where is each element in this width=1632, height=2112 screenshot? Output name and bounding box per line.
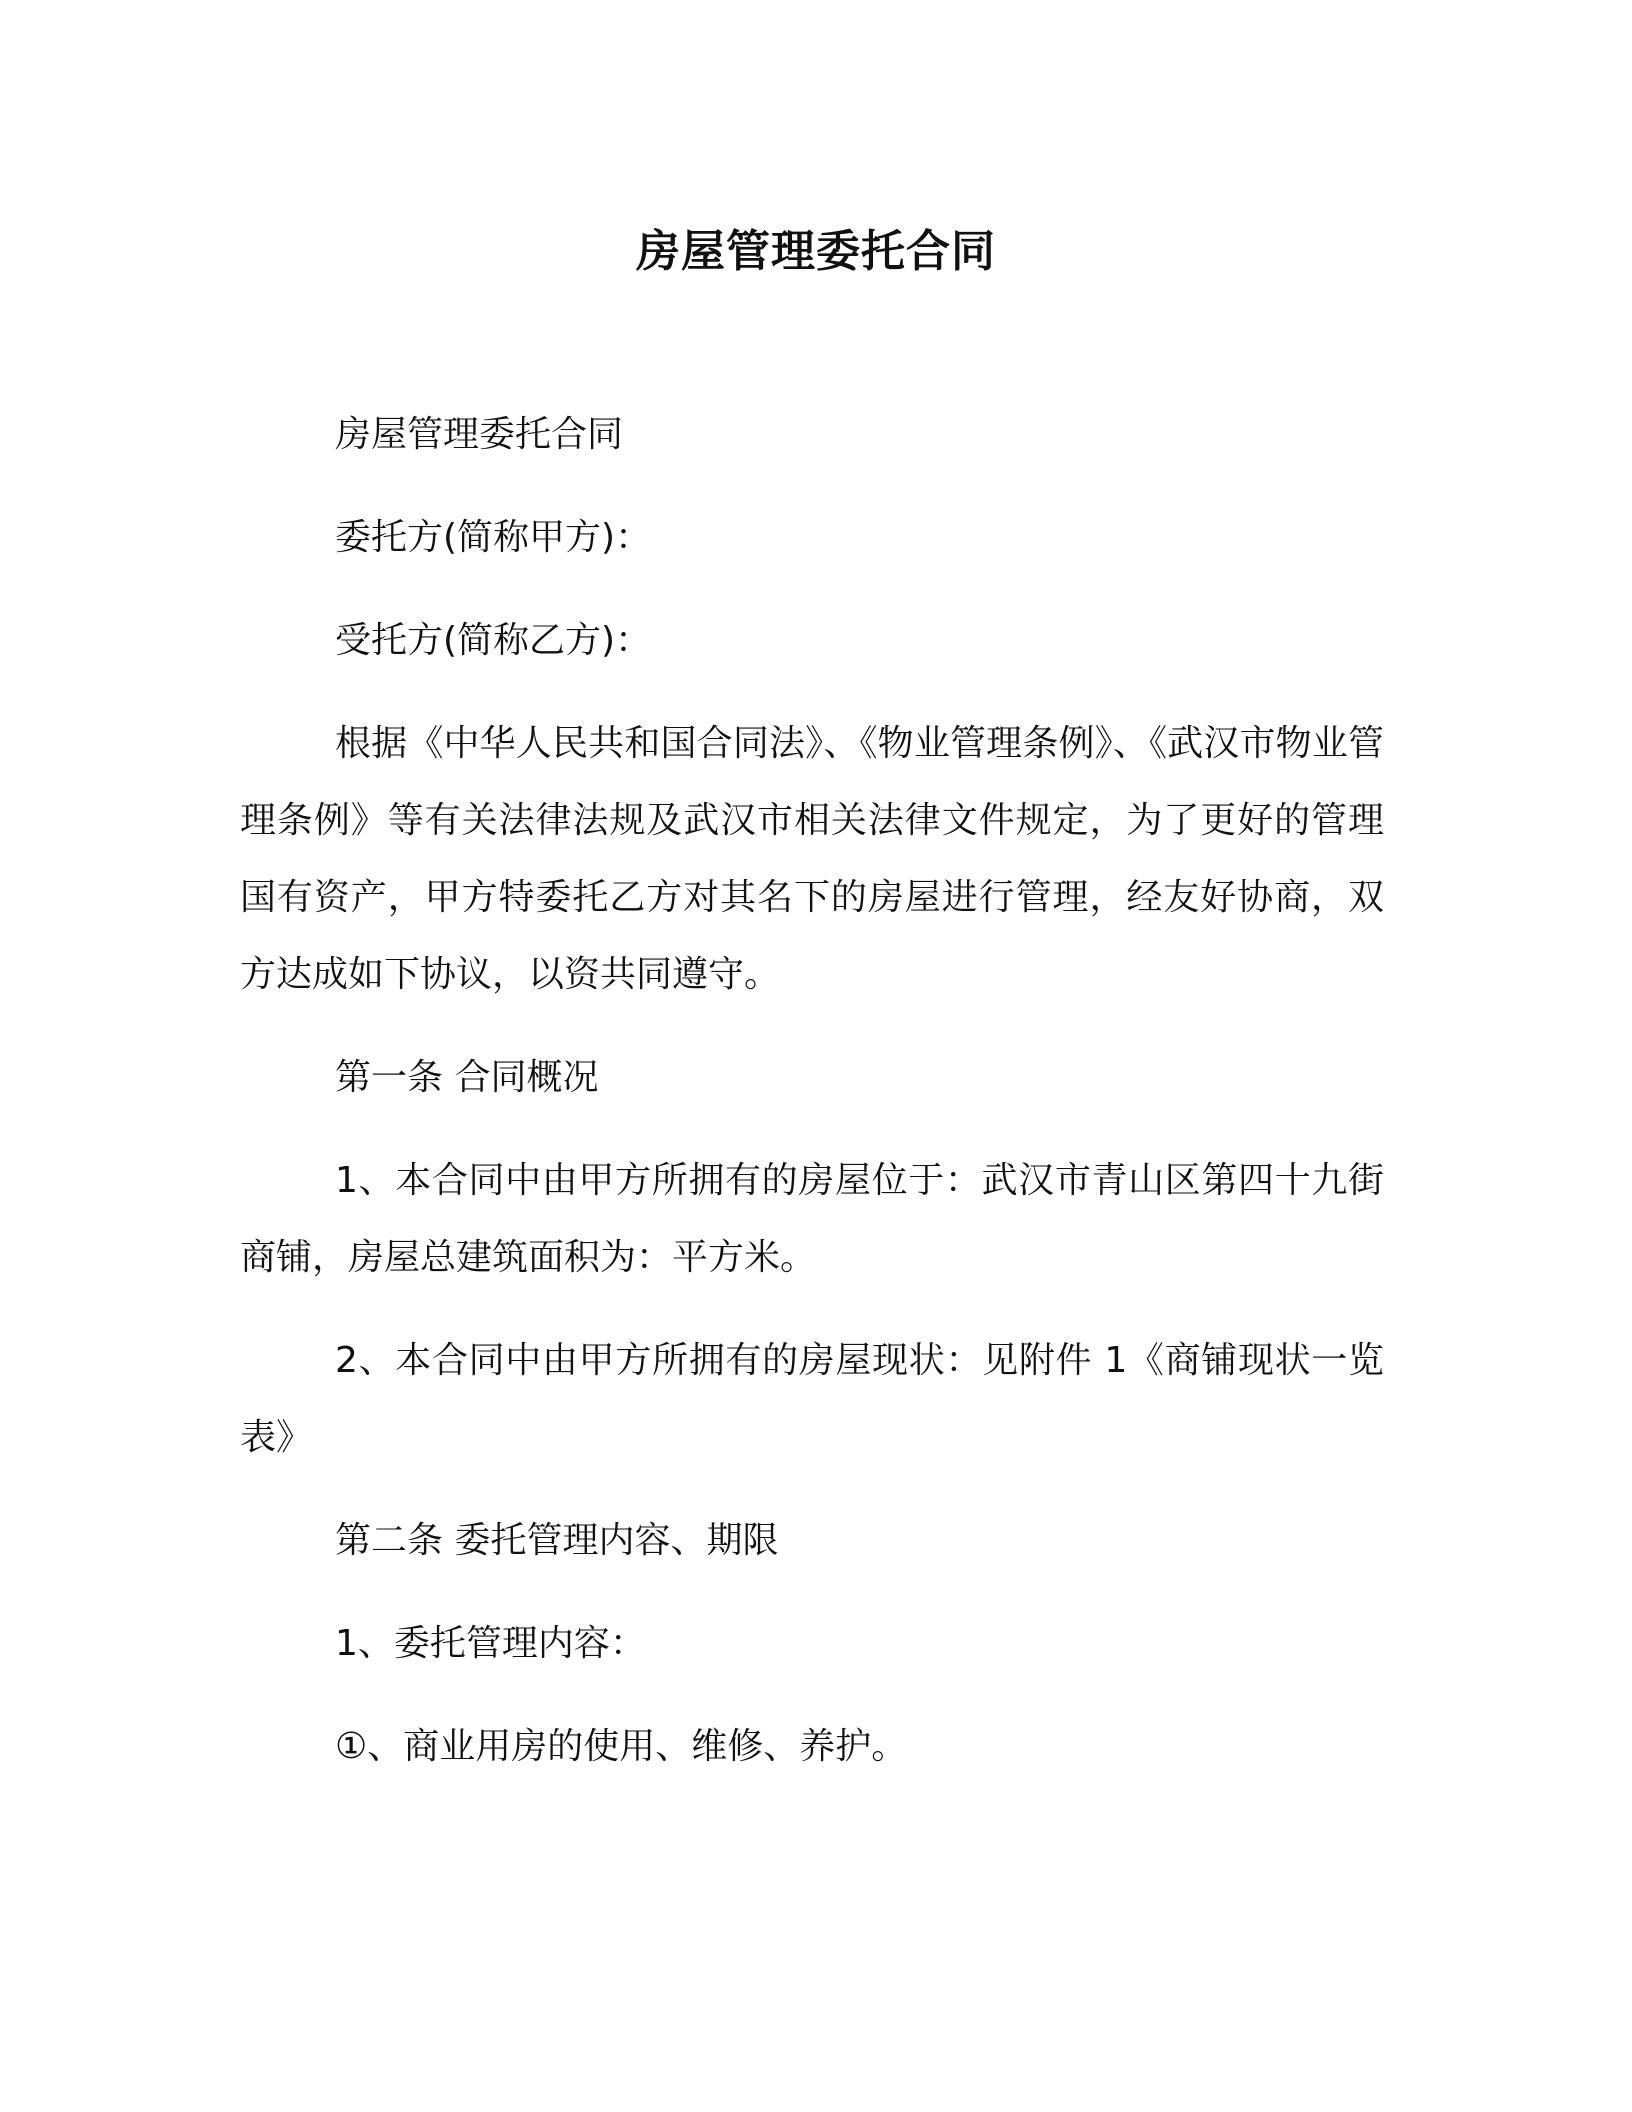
paragraph-article-2-item-1: 1、委托管理内容： <box>335 1623 646 1664</box>
paragraph-article-1-item-1: 1、本合同中由甲方所拥有的房屋位于：武汉市青山区第四十九街商铺，房屋总建筑面积为：平方米。 <box>240 1160 1384 1278</box>
paragraph-article-1-item-2: 2、本合同中由甲方所拥有的房屋现状：见附件 1《商铺现状一览表》 <box>240 1340 1384 1458</box>
heading-article-1: 第一条 合同概况 <box>335 1057 599 1098</box>
paragraph-subtitle: 房屋管理委托合同 <box>335 414 624 455</box>
paragraph-article-2-subitem-1: ①、商业用房的使用、维修、养护。 <box>335 1726 908 1767</box>
paragraph-party-b: 受托方(简称乙方)： <box>335 620 652 661</box>
document-title: 房屋管理委托合同 <box>636 226 996 277</box>
document-body <box>240 396 1384 1785</box>
heading-article-2: 第二条 委托管理内容、期限 <box>335 1520 779 1561</box>
paragraph-preamble: 根据《中华人民共和国合同法》、《物业管理条例》、《武汉市物业管理条例》等有关法律法规及武汉市相关法律文件规定，为了更好的管理国有资产，甲方特委托乙方对其名下的房屋进行管理，经友好协商，双方达成如下协议，以资共同遵守。 <box>240 723 1384 995</box>
paragraph-party-a: 委托方(简称甲方)： <box>335 517 652 558</box>
